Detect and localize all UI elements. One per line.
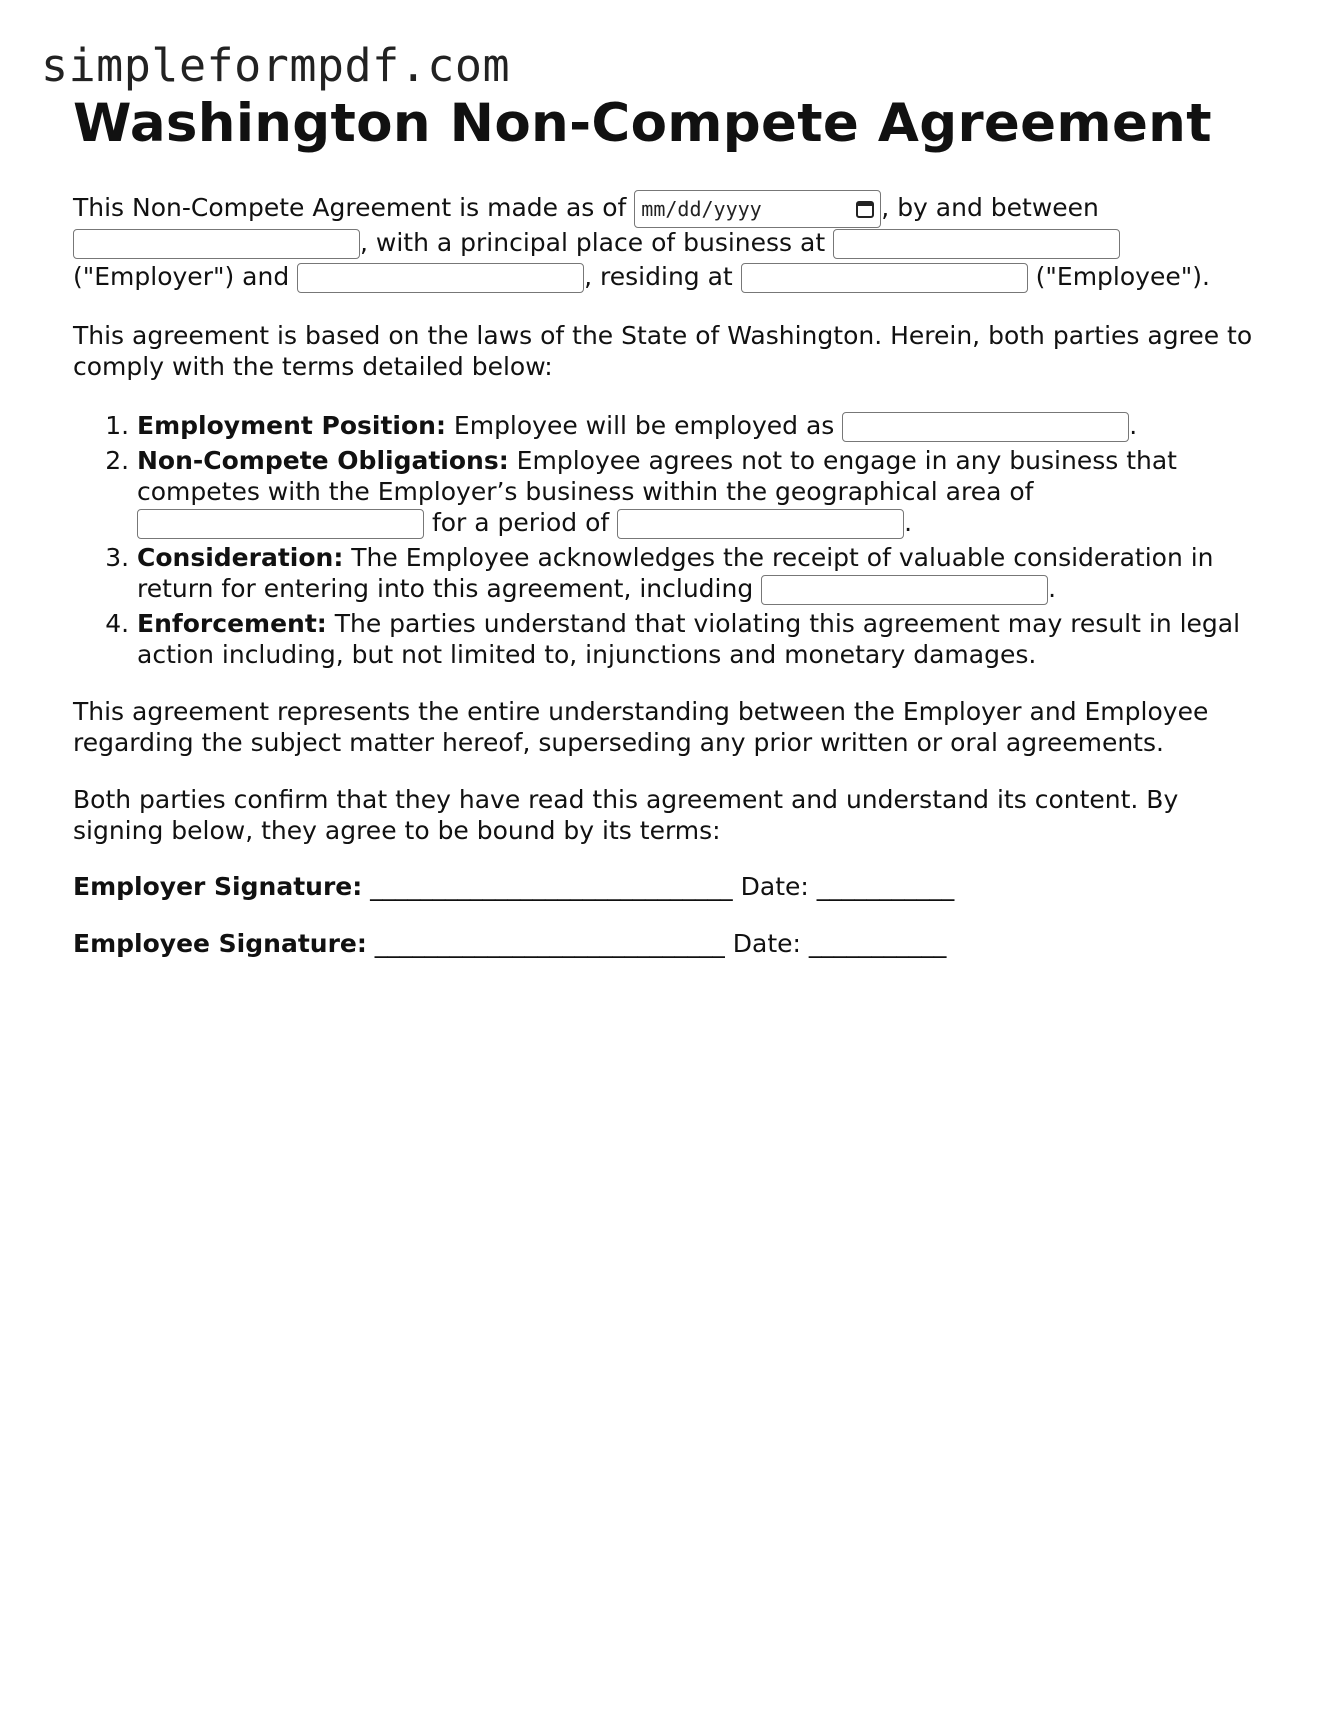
employer-signature-row	[73, 871, 1253, 902]
site-brand: simpleformpdf.com	[41, 39, 511, 92]
employee-signature-label: Employee Signature:	[73, 929, 367, 958]
list-item	[137, 542, 1253, 605]
item-text: .	[904, 508, 913, 537]
consideration-input[interactable]	[761, 575, 1048, 605]
date-placeholder: mm/dd/yyyy	[641, 197, 762, 221]
item-heading: Enforcement:	[137, 609, 327, 638]
agreement-date-input[interactable]	[634, 190, 881, 228]
calendar-icon[interactable]	[856, 201, 874, 218]
employer-signature-line: _____________________________ Date: ___________	[362, 872, 955, 901]
period-input[interactable]	[617, 509, 904, 539]
intro-text: , with a principal place of business at	[360, 228, 826, 257]
employer-name-input[interactable]	[73, 229, 360, 259]
governing-law-paragraph: This agreement is based on the laws of the State of Washington. Herein, both parties agree to comply with the terms detailed below:	[73, 321, 1253, 381]
employee-signature-row	[73, 928, 1253, 959]
geographic-area-input[interactable]	[137, 509, 424, 539]
list-item	[137, 608, 1253, 670]
position-input[interactable]	[842, 412, 1129, 442]
intro-text: , residing at	[584, 262, 733, 291]
entire-agreement-paragraph: This agreement represents the entire understanding between the Employer and Employee regarding the subject matter hereof, superseding any prior written or oral agreements.	[73, 697, 1209, 757]
item-heading: Non-Compete Obligations:	[137, 446, 509, 475]
intro-text: ("Employer") and	[73, 262, 290, 291]
page-title: Washington Non-Compete Agreement	[73, 93, 1212, 154]
item-text: Employee agrees not to engage in any business that competes with the Employer’s business within the geographical area of	[137, 446, 1177, 506]
item-text: .	[1048, 574, 1057, 603]
list-item	[137, 445, 1253, 539]
intro-paragraph	[73, 190, 1253, 294]
employee-signature-line: ____________________________ Date: ___________	[366, 929, 947, 958]
item-text: The Employee acknowledges the receipt of valuable consideration in return for entering into this agreement, including	[137, 543, 1214, 603]
employer-address-input[interactable]	[833, 229, 1120, 259]
employee-address-input[interactable]	[741, 263, 1028, 293]
agreement-document	[73, 92, 1253, 959]
employer-signature-label: Employer Signature:	[73, 872, 363, 901]
item-text: The parties understand that violating this agreement may result in legal action including, but not limited to, injunctions and monetary damages.	[137, 609, 1241, 669]
item-heading: Consideration:	[137, 543, 344, 572]
terms-list	[73, 410, 1253, 670]
item-heading: Employment Position:	[137, 411, 446, 440]
item-text: .	[1129, 411, 1138, 440]
intro-text: ("Employee").	[1035, 262, 1210, 291]
item-text: Employee will be employed as	[445, 411, 843, 440]
list-item	[137, 410, 1253, 442]
intro-text: This Non-Compete Agreement is made as of	[73, 193, 635, 222]
intro-text: , by and between	[881, 193, 1099, 222]
confirmation-paragraph: Both parties confirm that they have read this agreement and understand its content. By signing below, they agree to be bound by its terms:	[73, 785, 1179, 845]
item-text: for a period of	[424, 508, 618, 537]
employee-name-input[interactable]	[297, 263, 584, 293]
